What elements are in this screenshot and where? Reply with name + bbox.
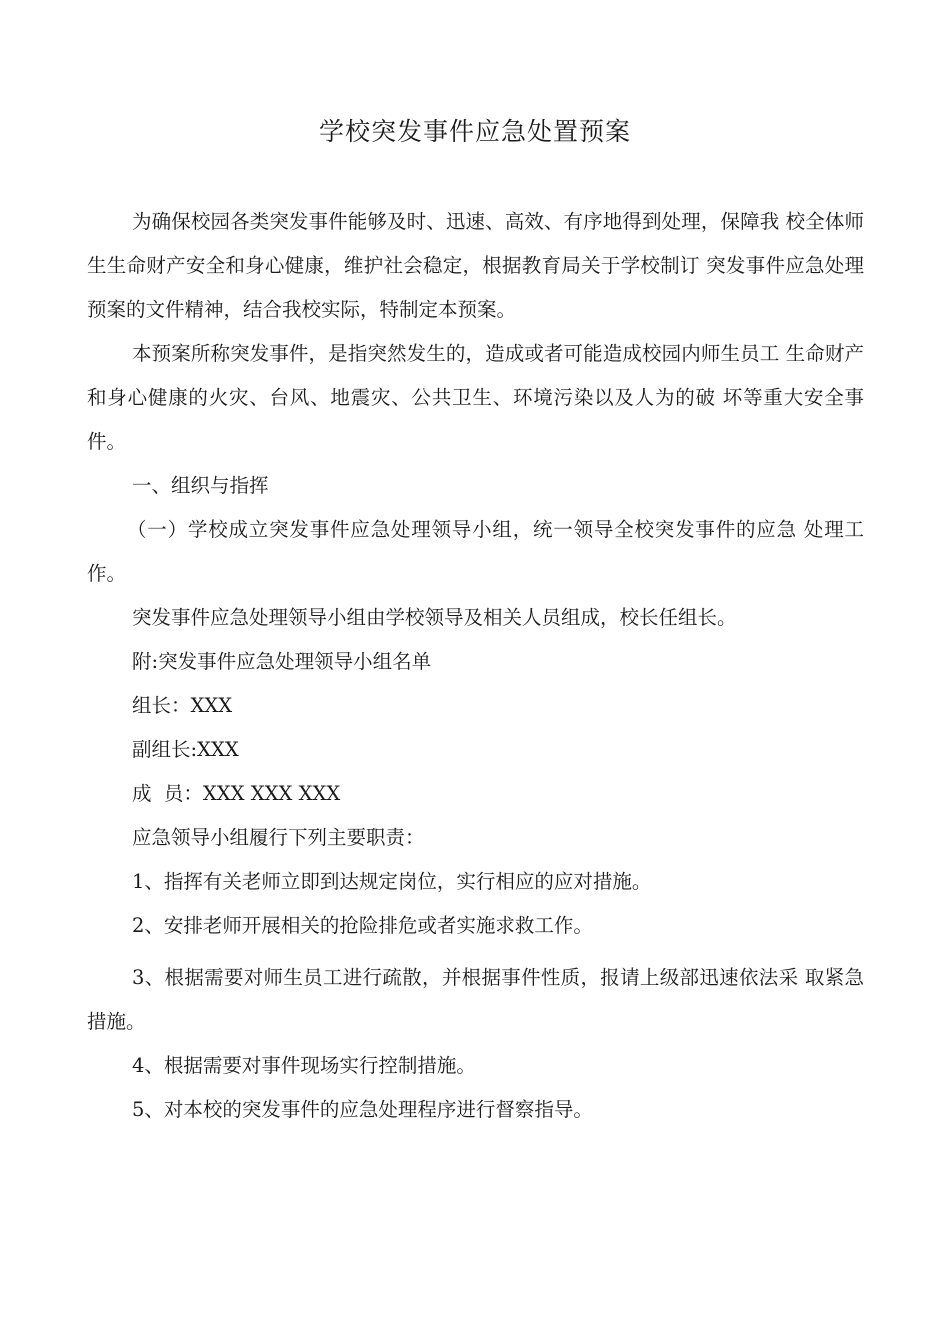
document-title: 学校突发事件应急处置预案 bbox=[318, 117, 631, 146]
duty-item-4: 4、根据需要对事件现场实行控制措施。 bbox=[132, 1054, 476, 1077]
duty-item-2: 2、安排老师开展相关的抢险排危或者实施求救工作。 bbox=[132, 914, 593, 937]
paragraph-leading-group: （一）学校成立突发事件应急处理领导小组，统一领导全校突发事件的应急 处理工作。 bbox=[87, 518, 864, 585]
paragraph-group-composition: 突发事件应急处理领导小组由学校领导及相关人员组成，校长任组长。 bbox=[132, 606, 737, 629]
section-heading-organization: 一、组织与指挥 bbox=[132, 474, 269, 497]
paragraph-attachment-list: 附:突发事件应急处理领导小组名单 bbox=[132, 650, 432, 673]
duty-item-5: 5、对本校的突发事件的应急处理程序进行督察指导。 bbox=[132, 1098, 593, 1121]
paragraph-definition: 本预案所称突发事件，是指突然发生的，造成或者可能造成校园内师生员工 生命财产和身心健康的火灾、台风、地震灾、公共卫生、环境污染以及人为的破 坏等重大安全事件。 bbox=[87, 342, 864, 453]
member-leader: 组长：XXX bbox=[132, 694, 233, 717]
paragraph-purpose: 为确保校园各类突发事件能够及时、迅速、高效、有序地得到处理，保障我 校全体师生生命财产安全和身心健康，维护社会稳定，根据教育局关于学校制订 突发事件应急处理预案的文件精神，结合我校实际，特制定本预案。 bbox=[87, 210, 864, 321]
duty-item-1: 1、指挥有关老师立即到达规定岗位，实行相应的应对措施。 bbox=[132, 870, 652, 893]
member-deputy-leader: 副组长:XXX bbox=[132, 738, 239, 761]
document-body bbox=[87, 200, 864, 1132]
member-members: 成 员：XXX XXX XXX bbox=[132, 782, 341, 805]
paragraph-duties-intro: 应急领导小组履行下列主要职责： bbox=[132, 826, 425, 849]
duty-item-3: 3、根据需要对师生员工进行疏散，并根据事件性质，报请上级部迅速依法采 取紧急措施。 bbox=[87, 966, 864, 1033]
